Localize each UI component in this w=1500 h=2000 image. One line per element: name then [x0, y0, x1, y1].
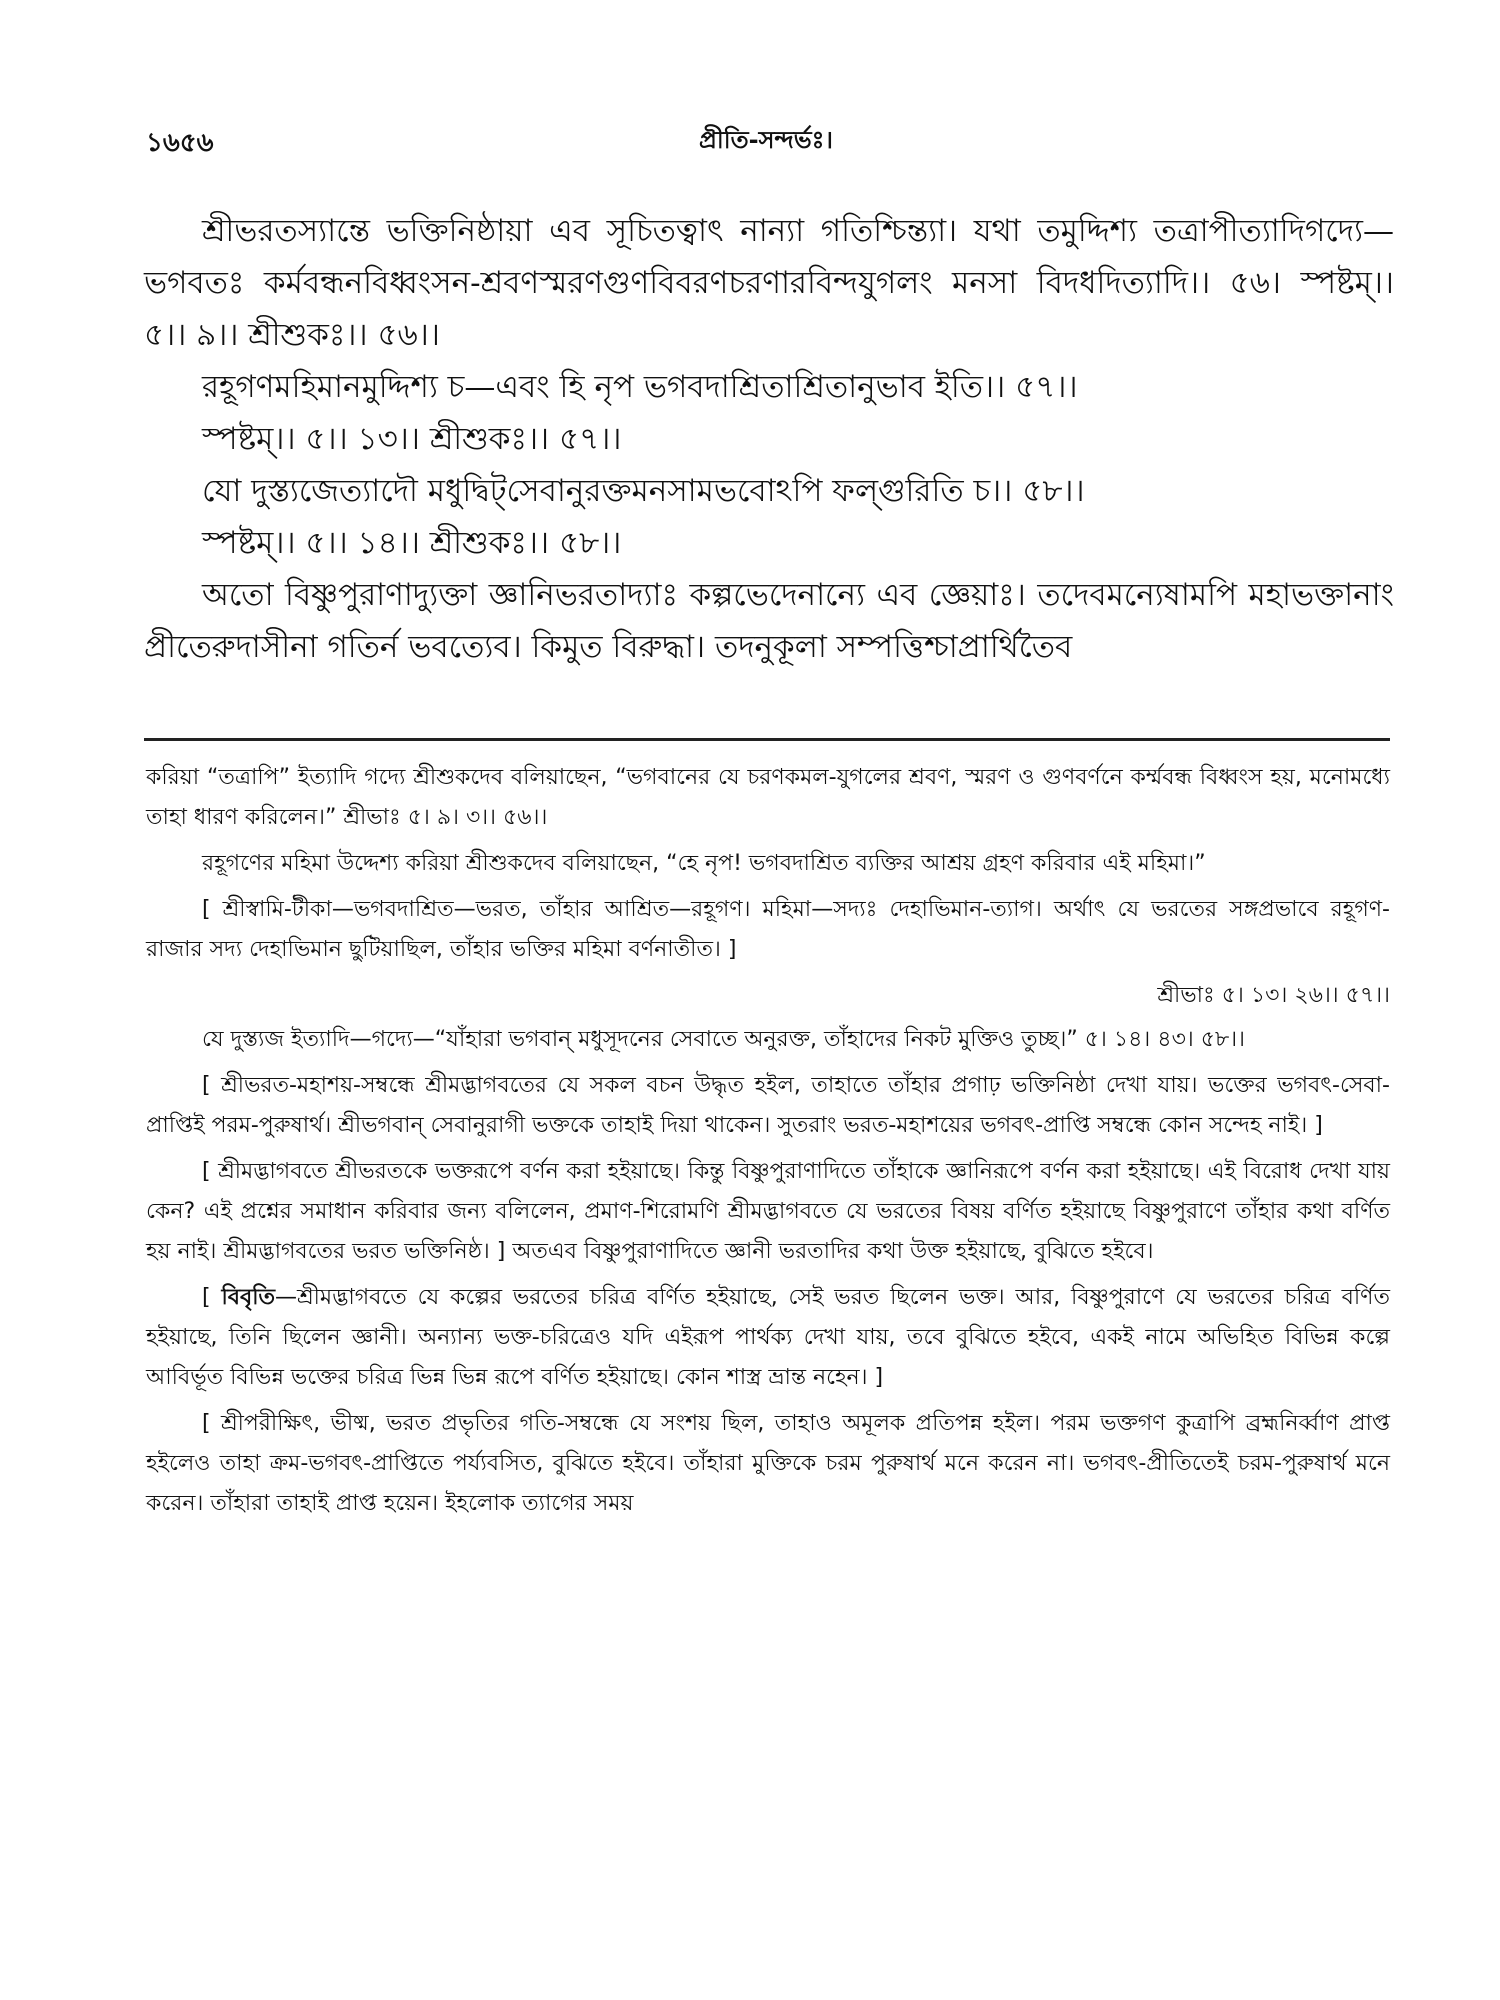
- commentary-paragraph-4: যে দুস্ত্যজ ইত্যাদি—গদ্যে—“যাঁহারা ভগবান্ মধুসূদনের সেবাতে অনুরক্ত, তাঁহাদের নিকট মুক্তিও তুচ্ছ।” ৫। ১৪। ৪৩। ৫৮।।: [202, 1027, 1246, 1052]
- commentary-paragraph-8: [ শ্রীপরীক্ষিৎ, ভীষ্ম, ভরত প্রভৃতির গতি-সম্বন্ধে যে সংশয় ছিল, তাহাও অমূলক প্রতিপন্ন হইল। পরম ভক্তগণ কুত্রাপি ব্রহ্মনির্ব্বাণ প্রাপ্ত হইলেও তাহা ক্রম-ভগবৎ-প্রাপ্তিতে পর্য্যবসিত, বুঝিতে হইবে। তাঁহারা মুক্তিকে চরম পুরুষার্থ মনে করেন না। ভগবৎ-প্রীতিতেই চরম-পুরুষার্থ মনে করেন। তাঁহারা তাহাই প্রাপ্ত হয়েন। ইহলোক ত্যাগের সময়: [146, 1411, 1390, 1516]
- sanskrit-reference-58: স্পষ্টম্।। ৫।। ১৪।। শ্রীশুকঃ।। ৫৮।।: [202, 525, 622, 561]
- sanskrit-paragraph-1: শ্রীভরতস্যান্তে ভক্তিনিষ্ঠায়া এব সূচিতত্বাৎ নান্যা গতিশ্চিন্ত্যা। যথা তমুদ্দিশ্য তত্রাপীত্যাদিগদ্যে—ভগবতঃ কর্মবন্ধনবিধ্বংসন-শ্রবণস্মরণগুণবিবরণচরণারবিন্দযুগলং মনসা বিদধদিত্যাদি।। ৫৬। স্পষ্টম্।। ৫।। ৯।। শ্রীশুকঃ।। ৫৬।।: [144, 213, 1394, 353]
- section-divider: [144, 738, 1390, 741]
- commentary-paragraph-2: রহূগণের মহিমা উদ্দেশ্য করিয়া শ্রীশুকদেব বলিয়াছেন, “হে নৃপ! ভগবদাশ্রিত ব্যক্তির আশ্রয় গ্রহণ করিবার এই মহিমা।”: [202, 851, 1206, 876]
- commentary-paragraph-5: [ শ্রীভরত-মহাশয়-সম্বন্ধে শ্রীমদ্ভাগবতের যে সকল বচন উদ্ধৃত হইল, তাহাতে তাঁহার প্রগাঢ় ভক্তিনিষ্ঠা দেখা যায়। ভক্তের ভগবৎ-সেবা-প্রাপ্তিই পরম-পুরুষার্থ। শ্রীভগবান্ সেবানুরাগী ভক্তকে তাহাই দিয়া থাকেন। সুতরাং ভরত-মহাশয়ের ভগবৎ-প্রাপ্তি সম্বন্ধে কোন সন্দেহ নাই। ]: [146, 1073, 1390, 1138]
- commentary-reference: শ্রীভাঃ ৫। ১৩। ২৬।। ৫৭।।: [1157, 983, 1390, 1008]
- sanskrit-text-block: [144, 205, 1394, 673]
- vivriti-label: বিবৃতি: [221, 1285, 276, 1310]
- page-header: [146, 122, 1386, 162]
- page-number: ১৬৫৬: [146, 128, 214, 158]
- sanskrit-reference-57: স্পষ্টম্।। ৫।। ১৩।। শ্রীশুকঃ।। ৫৭।।: [202, 421, 622, 457]
- running-title: প্রীতি-সন্দর্ভঃ।: [699, 126, 833, 154]
- commentary-paragraph-1: করিয়া “তত্রাপি” ইত্যাদি গদ্যে শ্রীশুকদেব বলিয়াছেন, “ভগবানের যে চরণকমল-যুগলের শ্রবণ, স্মরণ ও গুণবর্ণনে কর্ম্মবন্ধ বিধ্বংস হয়, মনোমধ্যে তাহা ধারণ করিলেন।” শ্রীভাঃ ৫। ৯। ৩।। ৫৬।।: [146, 765, 1390, 830]
- commentary-paragraph-3: [ শ্রীস্বামি-টীকা—ভগবদাশ্রিত—ভরত, তাঁহার আশ্রিত—রহূগণ। মহিমা—সদ্যঃ দেহাভিমান-ত্যাগ। অর্থাৎ যে ভরতের সঙ্গপ্রভাবে রহূগণ-রাজার সদ্য দেহাভিমান ছুটিয়াছিল, তাঁহার ভক্তির মহিমা বর্ণনাতীত। ]: [146, 897, 1390, 962]
- vivriti-text: —শ্রীমদ্ভাগবতে যে কল্পের ভরতের চরিত্র বর্ণিত হইয়াছে, সেই ভরত ছিলেন ভক্ত। আর, বিষ্ণুপুরাণে যে ভরতের চরিত্র বর্ণিত হইয়াছে, তিনি ছিলেন জ্ঞানী। অন্যান্য ভক্ত-চরিত্রেও যদি এইরূপ পার্থক্য দেখা যায়, তবে বুঝিতে হইবে, একই নামে অভিহিত বিভিন্ন কল্পে আবির্ভূত বিভিন্ন ভক্তের চরিত্র ভিন্ন ভিন্ন রূপে বর্ণিত হইয়াছে। কোন শাস্ত্র ভ্রান্ত নহেন। ]: [146, 1285, 1390, 1390]
- sanskrit-verse-57: রহূগণমহিমানমুদ্দিশ্য চ—এবং হি নৃপ ভগবদাশ্রিতাশ্রিতানুভাব ইতি।। ৫৭।।: [202, 369, 1078, 405]
- sanskrit-paragraph-2: অতো বিষ্ণুপুরাণাদ্যুক্তা জ্ঞানিভরতাদ্যাঃ কল্পভেদেনান্যে এব জ্ঞেয়াঃ। তদেবমন্যেষামপি মহাভক্তানাং প্রীতেরুদাসীনা গতির্ন ভবত্যেব। কিমুত বিরুদ্ধা। তদনুকূলা সম্পত্তিশ্চাপ্রার্থিতৈব: [144, 577, 1394, 665]
- commentary-block: [146, 758, 1390, 1530]
- commentary-paragraph-6: [ শ্রীমদ্ভাগবতে শ্রীভরতকে ভক্তরূপে বর্ণন করা হইয়াছে। কিন্তু বিষ্ণুপুরাণাদিতে তাঁহাকে জ্ঞানিরূপে বর্ণন করা হইয়াছে। এই বিরোধ দেখা যায় কেন? এই প্রশ্নের সমাধান করিবার জন্য বলিলেন, প্রমাণ-শিরোমণি শ্রীমদ্ভাগবতে যে ভরতের বিষয় বর্ণিত হইয়াছে বিষ্ণুপুরাণে তাঁহার কথা বর্ণিত হয় নাই। শ্রীমদ্ভাগবতের ভরত ভক্তিনিষ্ঠ। ] অতএব বিষ্ণুপুরাণাদিতে জ্ঞানী ভরতাদির কথা উক্ত হইয়াছে, বুঝিতে হইবে।: [146, 1159, 1390, 1264]
- sanskrit-verse-58: যো দুস্ত্যজেত্যাদৌ মধুদ্বিট্‌সেবানুরক্তমনসামভবোঽপি ফল্গুরিতি চ।। ৫৮।।: [202, 473, 1085, 509]
- commentary-paragraph-7: [ বিবৃতি—শ্রীমদ্ভাগবতে যে কল্পের ভরতের চরিত্র বর্ণিত হইয়াছে, সেই ভরত ছিলেন ভক্ত। আর, বিষ্ণুপুরাণে যে ভরতের চরিত্র বর্ণিত হইয়াছে, তিনি ছিলেন জ্ঞানী। অন্যান্য ভক্ত-চরিত্রেও যদি এইরূপ পার্থক্য দেখা যায়, তবে বুঝিতে হইবে, একই নামে অভিহিত বিভিন্ন কল্পে আবির্ভূত বিভিন্ন ভক্তের চরিত্র ভিন্ন ভিন্ন রূপে বর্ণিত হইয়াছে। কোন শাস্ত্র ভ্রান্ত নহেন। ]: [146, 1285, 1390, 1390]
